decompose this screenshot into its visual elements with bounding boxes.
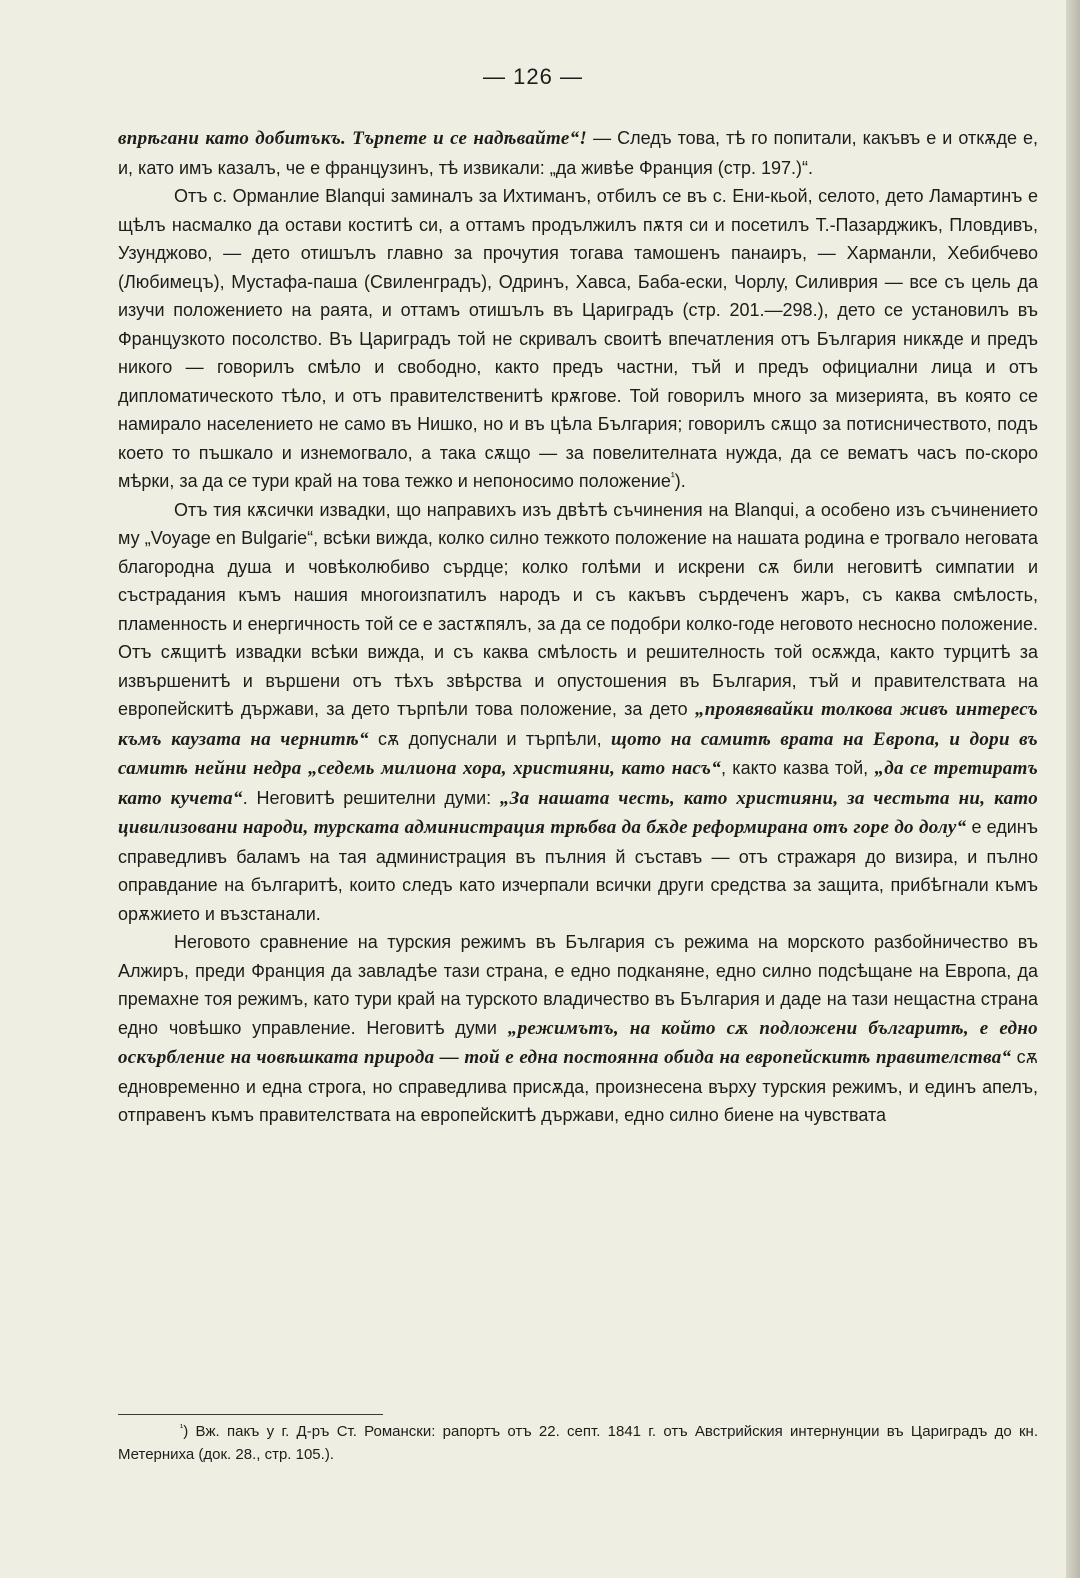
footnote-divider (118, 1414, 383, 1415)
body-text (118, 124, 1038, 1130)
italic-quote: щото на самитѣ врата на Европа, и дори въ самитѣ нейни недра „седемь милиона хора, християни, като насъ“ (118, 728, 1038, 779)
italic-quote: „режимътъ, на който сѫ подложени българитѣ, е едно оскърбление на човѣшката природа — той е една постоянна обида на европейскитѣ правителства“ (118, 1017, 1038, 1068)
paragraph (118, 928, 1038, 1130)
text-run: — Следъ това, тѣ го попитали, какъвъ е и откѫде е, и, като имъ казалъ, че е французинъ, тѣ извикали: „да живѣе Франция (стр. 197.)“. (118, 128, 1038, 178)
italic-quote: впрѣгани като добитъкъ. Търпете и се надѣвайте“! (118, 128, 588, 149)
text-run: сѫ едновременно и една строга, но справедлива присѫда, произнесена върху турския режимъ, и единъ апелъ, отправенъ къмъ правителствата на европейскитѣ държави, едно силно биене на чувствата (118, 1047, 1038, 1125)
italic-quote: „За нашата честь, като християни, за честьта ни, като цивилизовани народи, турската администрация трѣбва да бѫде реформирана отъ горе до долу“ (118, 787, 1038, 838)
text-run: , както казва той, (721, 758, 875, 778)
page-edge-shadow (1066, 0, 1080, 1578)
footnote-marker: ¹ (180, 1422, 184, 1434)
text-run: Отъ тия кѫсички извадки, що направихъ изъ двѣтѣ съчинения на Blanqui, а особено изъ съчинението му „Voyage en Bulgarie“, всѣки вижда, колко силно тежкото положение на нашата родина е трогвало неговата благородна душа и човѣколюбиво сърдце; колко голѣми и искрени сѫ били неговитѣ симпатии и състрадания къмъ нашия многоизпатилъ народъ и съ какъвъ сърдеченъ жаръ, съ каква смѣлость, пламенность и енергичность той се е застѫпялъ, за да се подобри колко-годе неговото несносно положение. Отъ сѫщитѣ извадки всѣки вижда, и съ каква смѣлость и решителность той осѫжда, както турцитѣ за извършенитѣ и вършени отъ тѣхъ звѣрства и опустошения въ България, тъй и правителствата на европейскитѣ държави, за дето търпѣли това положение, за дето (118, 499, 1038, 719)
footnote-text: ) Вж. пакъ у г. Д-ръ Ст. Романски: рапортъ отъ 22. септ. 1841 г. отъ Австрийския интернунции въ Цариградъ до кн. Метерниха (док. 28., стр. 105.). (118, 1423, 1038, 1463)
text-run: Неговото сравнение на турския режимъ въ България съ режима на морското разбойничество въ Алжиръ, преди Франция да завладѣе тази страна, е едно подканяне, едно силно подсѣщане на Европа, да премахне тоя режимъ, като тури край на турското владичество въ България и даде на тази нещастна страна едно човѣшко управление. Неговитѣ думи (118, 932, 1038, 1038)
text-run: . Неговитѣ решителни думи: (242, 787, 500, 808)
text-run: Отъ с. Орманлие Blanqui заминалъ за Ихтиманъ, отбилъ се въ с. Ени-кьой, селото, дето Ламартинъ е щѣлъ насмалко да остави коститѣ си, а оттамъ продължилъ пѫтя си и посетилъ Т.-Пазарджикъ, Пловдивъ, Узунджово, — дето отишълъ главно за прочутия тогава тамошенъ панаиръ, — Харманли, Хебибчево (Любимецъ), Мустафа-паша (Свиленградъ), Одринъ, Хавса, Баба-ески, Чорлу, Силиврия — все съ цель да изучи положението на раята, и оттамъ отишълъ въ Цариградъ (стр. 201.—298.), дето се установилъ въ Французкото посолство. Въ Цариградъ той не скривалъ своитѣ впечатления отъ България никѫде и предъ никого — говорилъ смѣло и свободно, както предъ частни, тъй и предъ официални лица и отъ дипломатическото тѣло, и отъ правителственитѣ крѫгове. Той говорилъ много за мизерията, въ която се намирало населението не само въ Нишко, но и въ цѣла България; говорилъ сѫщо за потисничеството, подъ което то пъшкало и изнемогвало, а така сѫщо — за повелителната нужда, да се вематъ часъ по-скоро мѣрки, за да се тури край на това тежко и непоносимо положение (118, 186, 1038, 491)
italic-quote: „да се третиратъ като кучета“ (118, 758, 1038, 809)
footnote (118, 1420, 1038, 1466)
paragraph (118, 496, 1038, 929)
page-number: — 126 — (483, 64, 583, 89)
paragraph (118, 182, 1038, 496)
text-run: е единъ справедливъ баламъ на тая администрация въ пълния й съставъ — отъ стражаря до визира, и пълно оправдание на българитѣ, които следъ като изчерпали всички други средства за защита, прибѣгнали къмъ орѫжието и възстанали. (118, 817, 1038, 924)
paragraph (118, 124, 1038, 182)
text-run: сѫ допуснали и търпѣли, (368, 728, 611, 749)
footnote-ref: ¹ (670, 470, 675, 484)
text-run: ). (674, 471, 686, 491)
italic-quote: „проявявайки толкова живъ интересъ къмъ каузата на чернитѣ“ (118, 699, 1038, 750)
